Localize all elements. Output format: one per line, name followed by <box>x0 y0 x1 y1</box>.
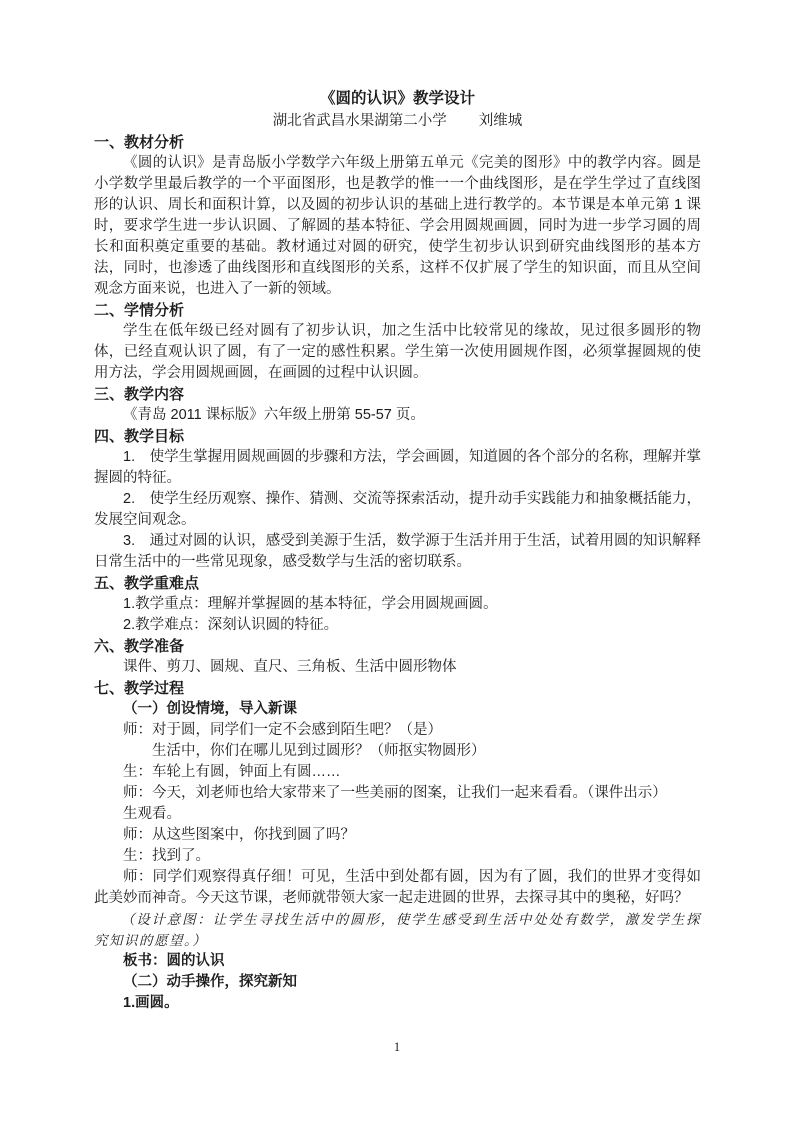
dialog-line-teacher-1: 师：对于圆，同学们一定不会感到陌生吧？（是） <box>123 722 442 738</box>
dialog-line-teacher-2: 师：今天，刘老师也给大家带来了一些美丽的图案，让我们一起来看看。（课件出示） <box>123 785 667 801</box>
board-writing-heading: 板书：圆的认识 <box>123 953 225 969</box>
byline-author: 刘维城 <box>478 113 523 129</box>
section-heading-teaching-objectives: 四、教学目标 <box>94 428 185 445</box>
teaching-content-paragraph: 《青岛 2011 课标版》六年级上册第 55-57 页。 <box>123 407 425 423</box>
document-page <box>94 88 701 1014</box>
section-heading-textbook-analysis: 一、教材分析 <box>94 134 185 151</box>
section-heading-teaching-preparation: 六、教学准备 <box>94 638 185 655</box>
dialog-line-student-1: 生：车轮上有圆，钟面上有圆…… <box>123 764 341 780</box>
difficult-point-item: 2.教学难点：深刻认识圆的特征。 <box>123 617 339 633</box>
design-intent-note: （设计意图：让学生寻找生活中的圆形，使学生感受到生活中处处有数学，激发学生探究知识的愿望。） <box>94 912 701 948</box>
section-heading-learner-analysis: 二、学情分析 <box>94 302 185 319</box>
section-heading-teaching-process: 七、教学过程 <box>94 680 185 697</box>
byline <box>94 110 701 132</box>
learner-analysis-paragraph: 学生在低年级已经对圆有了初步认识，加之生活中比较常见的缘故，见过很多圆形的物体，已经直观认识了圆，有了一定的感性积累。学生第一次使用圆规作图，必须掌握圆规的使用方法，学会用圆规画圆，在画圆的过程中认识圆。 <box>94 323 701 381</box>
objective-item-2: 2. 使学生经历观察、操作、猜测、交流等探索活动，提升动手实践能力和抽象概括能力，发展空间观念。 <box>94 491 701 528</box>
subsection-heading-create-situation: （一）创设情境，导入新课 <box>123 701 297 717</box>
dialog-line-student-2: 生：找到了。 <box>123 848 210 864</box>
step-heading-draw-circle: 1.画圆。 <box>123 995 179 1011</box>
dialog-line-student-watch: 生观看。 <box>123 806 181 822</box>
section-heading-key-difficult-points: 五、教学重难点 <box>94 575 200 592</box>
page-number: 1 <box>393 1040 401 1054</box>
objective-item-1: 1. 使学生掌握用圆规画圆的步骤和方法，学会画圆，知道圆的各个部分的名称，理解并掌握圆的特征。 <box>94 449 701 486</box>
dialog-line-teacher-1-continued: 生活中，你们在哪儿见到过圆形？（师抠实物圆形） <box>152 743 486 759</box>
dialog-line-teacher-3: 师：从这些图案中，你找到圆了吗？ <box>123 827 355 843</box>
preparation-paragraph: 课件、剪刀、圆规、直尺、三角板、生活中圆形物体 <box>123 659 457 675</box>
dialog-line-teacher-4: 师：同学们观察得真仔细！可见，生活中到处都有圆，因为有了圆，我们的世界才变得如此美妙而神奇。今天这节课，老师就带领大家一起走进圆的世界，去探寻其中的奥秘，好吗？ <box>94 869 701 906</box>
document-title: 《圆的认识》教学设计 <box>319 90 475 107</box>
key-point-item: 1.教学重点：理解并掌握圆的基本特征，学会用圆规画圆。 <box>123 596 498 612</box>
textbook-analysis-paragraph: 《圆的认识》是青岛版小学数学六年级上册第五单元《完美的图形》中的教学内容。圆是小学数学里最后教学的一个平面图形，也是教学的惟一一个曲线图形，是在学生学过了直线图形的认识、周长和面积计算，以及圆的初步认识的基础上进行教学的。本节课是本单元第 1 课时，要求学生进一步认识圆、了解圆的基本特征、学会用圆规画圆，同时为进一步学习圆的周长和面积奠定重要的基础。教材通过对圆的研究，使学生初步认识到研究曲线图形的基本方法，同时，也渗透了曲线图形和直线图形的关系，这样不仅扩展了学生的知识面，而且从空间观念方面来说，也进入了一新的领域。 <box>94 155 701 297</box>
subsection-heading-hands-on: （二）动手操作，探究新知 <box>123 974 297 990</box>
section-heading-teaching-content: 三、教学内容 <box>94 386 185 403</box>
byline-school: 湖北省武昌水果湖第二小学 <box>272 113 447 129</box>
objective-item-3: 3. 通过对圆的认识，感受到美源于生活，数学源于生活并用于生活，试着用圆的知识解释日常生活中的一些常见现象，感受数学与生活的密切联系。 <box>94 533 701 570</box>
